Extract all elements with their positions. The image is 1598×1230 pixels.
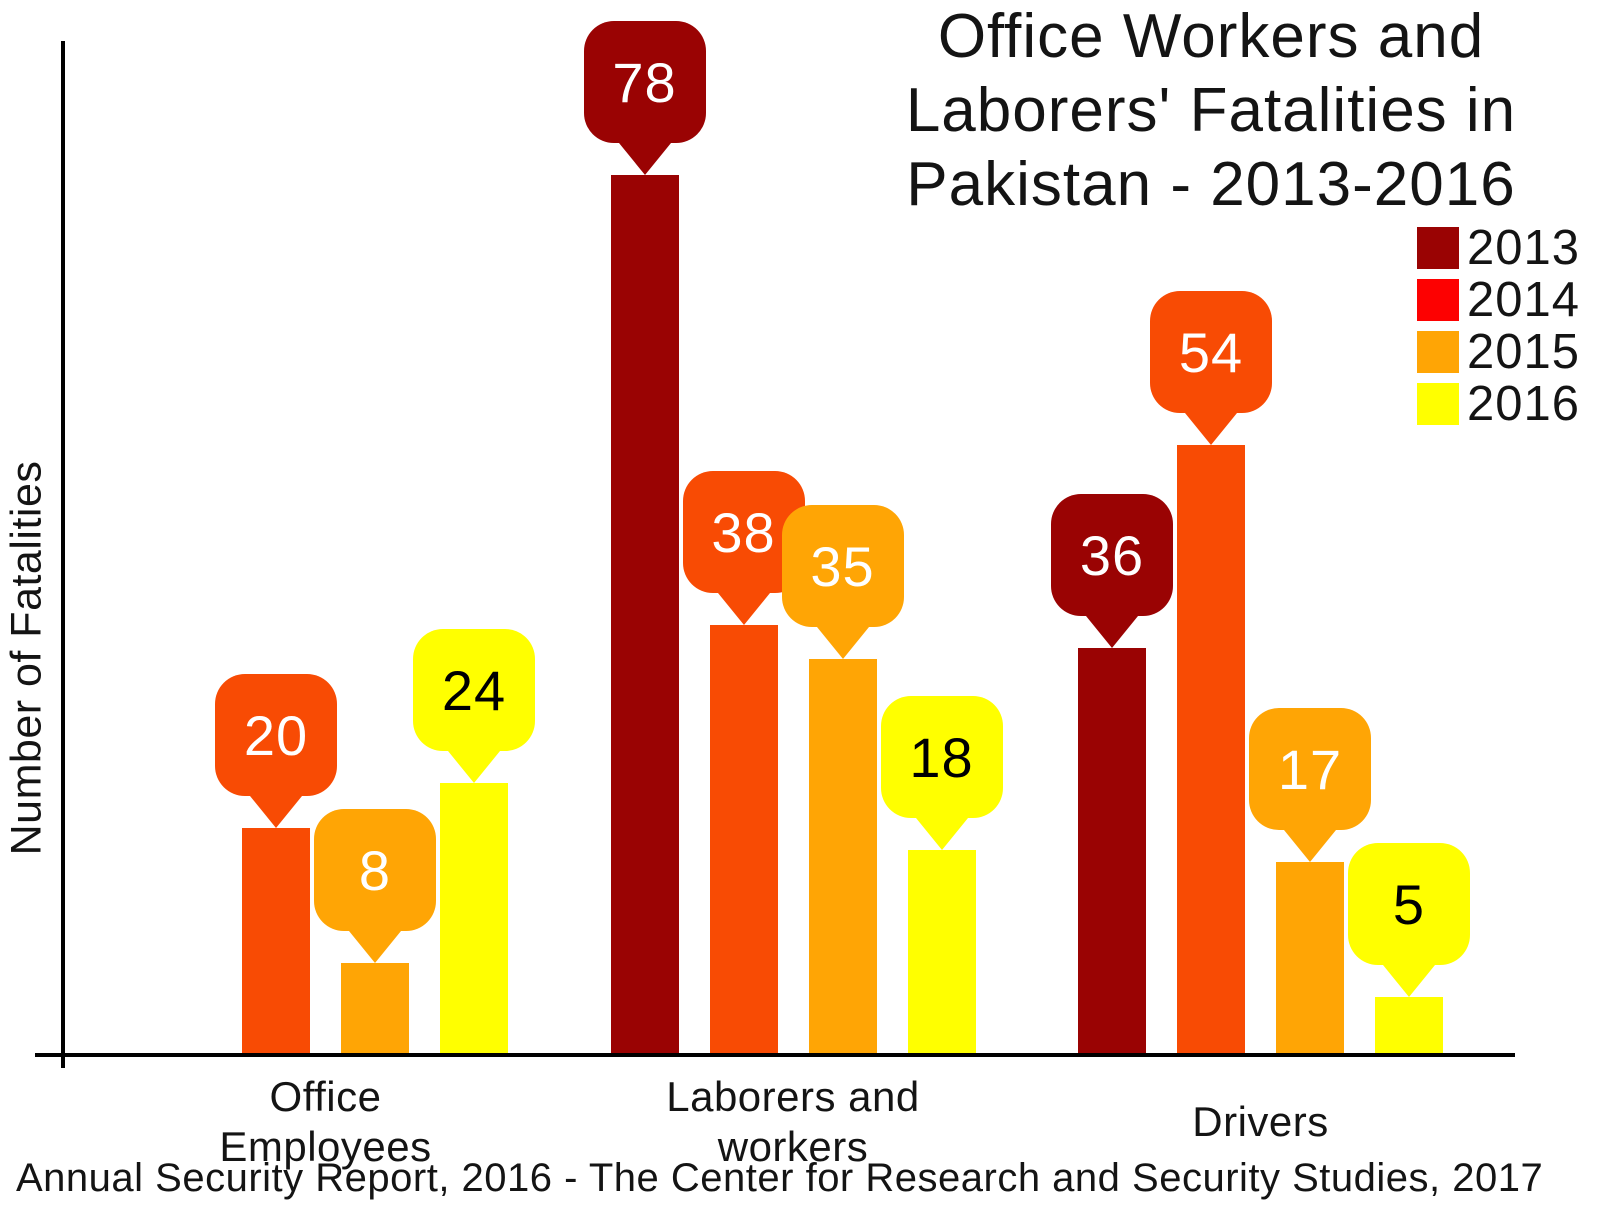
chart-title-line-2: Laborers' Fatalities in [905, 76, 1517, 145]
data-label-bubble-2015-office-employees [314, 809, 436, 931]
category-label-line: Drivers [1192, 1098, 1329, 1145]
bar-2014-office-employees [242, 828, 310, 1053]
bar-2015-laborers-and-workers [809, 659, 877, 1053]
category-label-line: Employees [219, 1123, 432, 1170]
data-label-bubble-2016-laborers-and-workers [881, 696, 1003, 818]
legend-item-2014 [1417, 274, 1580, 326]
bubble-pointer-icon [718, 593, 770, 625]
data-label-value: 78 [612, 50, 677, 114]
legend-label: 2015 [1467, 324, 1581, 379]
data-label-value: 54 [1178, 320, 1244, 384]
bubble-pointer-icon [1284, 830, 1336, 862]
bar-2015-office-employees [341, 963, 409, 1053]
data-label-value: 17 [1277, 737, 1343, 801]
data-label-value: 18 [909, 725, 974, 789]
bubble-pointer-icon [1383, 965, 1435, 997]
category-label-line: workers [717, 1123, 869, 1170]
legend [1417, 222, 1580, 430]
bubble-pointer-icon [1086, 616, 1138, 648]
legend-item-2015 [1417, 326, 1580, 378]
legend-swatch-2014 [1417, 279, 1459, 321]
bubble-pointer-icon [250, 796, 302, 828]
legend-item-2013 [1417, 222, 1580, 274]
bubble-pointer-icon [349, 931, 401, 963]
chart-title-line-1: Office Workers and [937, 2, 1485, 71]
bubble-pointer-icon [916, 818, 968, 850]
legend-swatch-2016 [1417, 383, 1459, 425]
bubble-pointer-icon [817, 627, 869, 659]
data-label-bubble-2014-drivers [1150, 291, 1272, 413]
data-label-value: 36 [1079, 523, 1145, 587]
legend-label: 2016 [1467, 376, 1581, 431]
data-label-value: 5 [1392, 872, 1426, 936]
data-label-bubble-2016-office-employees [413, 629, 535, 751]
legend-label: 2014 [1467, 272, 1581, 327]
bar-2016-office-employees [440, 783, 508, 1053]
y-axis-title: Number of Fatalities [2, 460, 51, 856]
data-label-bubble-2014-office-employees [215, 674, 337, 796]
bar-2015-drivers [1276, 862, 1344, 1053]
x-axis-line [35, 1053, 1515, 1057]
data-label-bubble-2016-drivers [1348, 843, 1470, 965]
data-label-bubble-2013-laborers-and-workers [584, 21, 706, 143]
data-label-bubble-2015-laborers-and-workers [782, 505, 904, 627]
chart-title-line-3: Pakistan - 2013-2016 [906, 150, 1516, 219]
chart-title [830, 0, 1592, 222]
bubble-pointer-icon [1185, 413, 1237, 445]
source-caption: Annual Security Report, 2016 - The Center for Research and Security Studies, 2017 [16, 1156, 1544, 1200]
data-label-bubble-2015-drivers [1249, 708, 1371, 830]
data-label-bubble-2013-drivers [1051, 494, 1173, 616]
bubble-pointer-icon [619, 143, 671, 175]
data-label-value: 8 [358, 838, 392, 902]
legend-label: 2013 [1467, 220, 1581, 275]
data-label-value: 20 [243, 703, 309, 767]
legend-item-2016 [1417, 378, 1580, 430]
legend-swatch-2013 [1417, 227, 1459, 269]
category-label-line: Laborers and [666, 1073, 920, 1120]
category-label-line: Office [269, 1073, 382, 1120]
bar-2014-drivers [1177, 445, 1245, 1053]
data-label-value: 24 [441, 658, 507, 722]
bar-2016-drivers [1375, 997, 1443, 1053]
bubble-pointer-icon [448, 751, 500, 783]
bar-2014-laborers-and-workers [710, 625, 778, 1053]
bar-2013-laborers-and-workers [611, 175, 679, 1053]
y-axis-line [61, 41, 65, 1068]
data-label-value: 38 [711, 500, 776, 564]
data-label-value: 35 [810, 534, 875, 598]
legend-swatch-2015 [1417, 331, 1459, 373]
bar-2016-laborers-and-workers [908, 850, 976, 1053]
bar-2013-drivers [1078, 648, 1146, 1053]
